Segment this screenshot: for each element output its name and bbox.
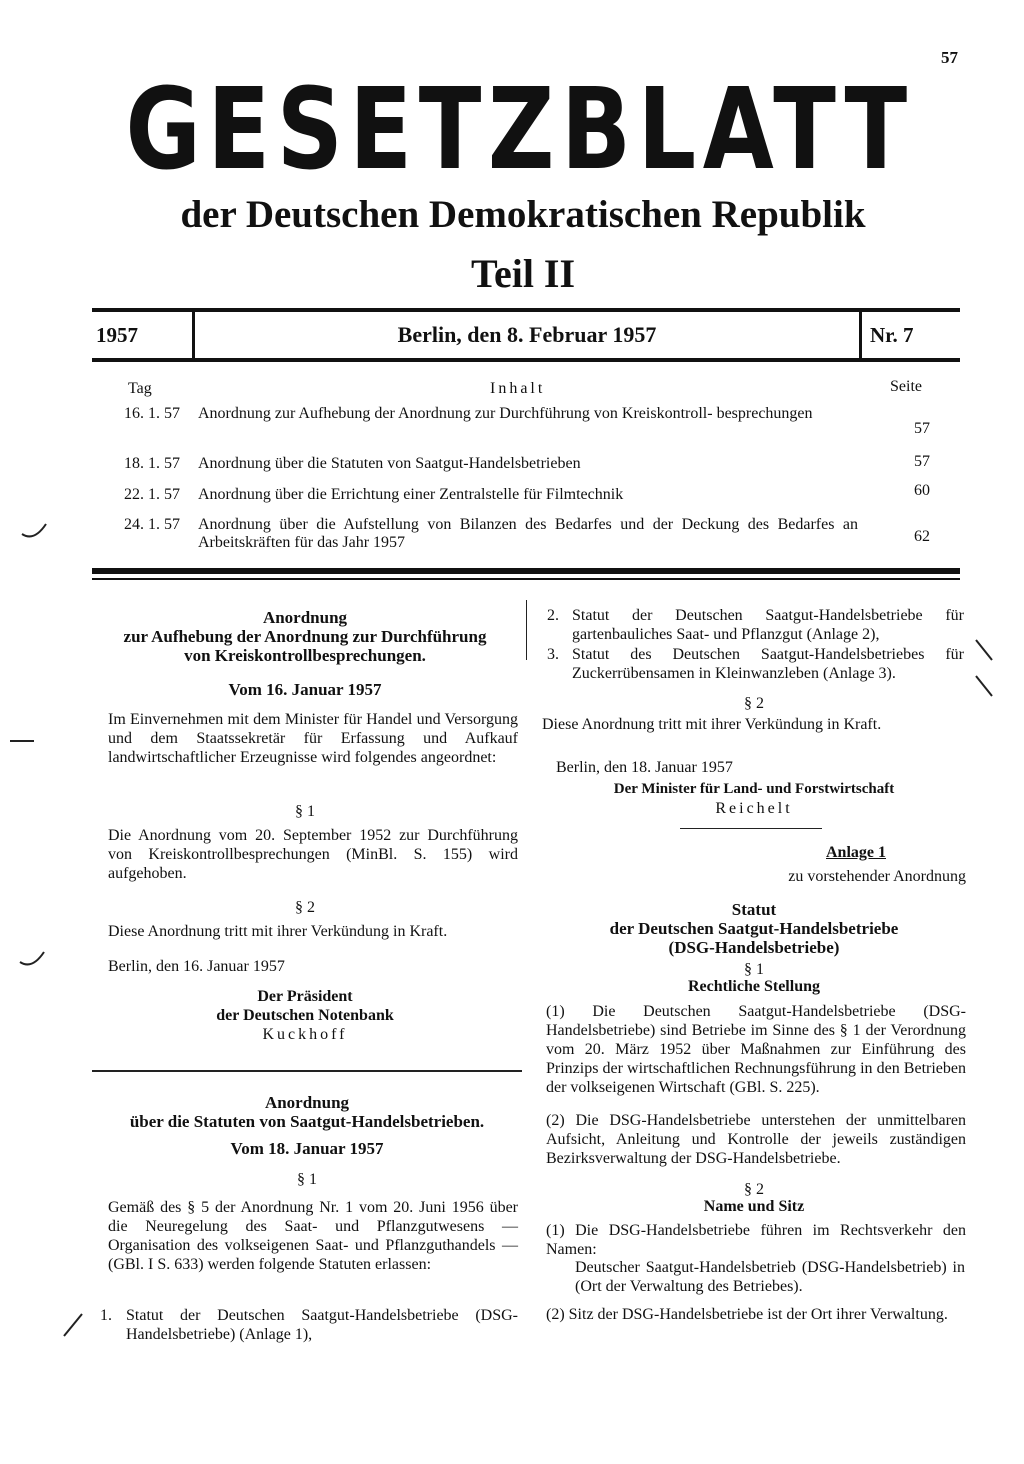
decree2-title-line2: über die Statuten von Saatgut-Handelsbetrieben. bbox=[129, 1112, 485, 1131]
decree2-place-date: Berlin, den 18. Januar 1957 bbox=[556, 759, 733, 776]
toc-entry-page: 57 bbox=[914, 420, 930, 437]
signature-rule bbox=[680, 828, 822, 829]
decree2-section2-text: Diese Anordnung tritt mit ihrer Verkündung in Kraft. bbox=[542, 716, 882, 733]
statute-section2-para1: (1) Die DSG-Handelsbetriebe führen im Rechtsverkehr den Namen: bbox=[546, 1222, 966, 1258]
issue-year: 1957 bbox=[92, 312, 195, 358]
decree2-item1: Statut der Deutschen Saatgut-Handelsbetriebe (DSG-Handelsbetriebe) (Anlage 1), bbox=[126, 1307, 518, 1343]
decree1-section2: § 2 bbox=[295, 899, 315, 916]
toc-entry bbox=[100, 482, 930, 506]
decree2-signer-title: Der Minister für Land- und Forstwirtschaft bbox=[613, 781, 895, 797]
decree1-title bbox=[92, 608, 518, 665]
statute-section1-title: Rechtliche Stellung bbox=[688, 978, 820, 995]
statute-title-line3: (DSG-Handelsbetriebe) bbox=[668, 938, 840, 957]
decree1-section1: § 1 bbox=[295, 803, 315, 820]
margin-check-mark bbox=[20, 520, 50, 544]
issue-bar bbox=[92, 308, 960, 362]
toc-divider-thin bbox=[92, 578, 960, 580]
column-divider bbox=[526, 600, 527, 660]
publication-subtitle: der Deutschen Demokratischen Republik bbox=[180, 193, 866, 236]
decree1-signer-title: Der Präsident bbox=[257, 988, 353, 1005]
toc-entry-date: 22. 1. 57 bbox=[124, 486, 180, 503]
decree1-signer-institution: der Deutschen Notenbank bbox=[216, 1007, 394, 1024]
decree2-item1-number: 1. bbox=[100, 1307, 112, 1324]
decree2-title-line1: Anordnung bbox=[264, 1093, 350, 1112]
statute-section1-para2: (2) Die DSG-Handelsbetriebe unterstehen der unmittelbaren Aufsicht, Anleitung und Kontrolle der jeweils zuständigen Bezirksverwaltung der DSG-Handelsbetriebe. bbox=[546, 1112, 966, 1167]
statute-title-line1: Statut bbox=[731, 900, 777, 919]
toc-entry-page: 62 bbox=[914, 528, 930, 545]
decree2-item2-number: 2. bbox=[547, 607, 559, 624]
decree1-signature bbox=[92, 987, 518, 1044]
decree2-section2: § 2 bbox=[744, 695, 764, 712]
page-number: 57 bbox=[941, 48, 958, 67]
toc-entry bbox=[100, 405, 930, 445]
issue-number: Nr. 7 bbox=[859, 312, 960, 358]
part-label: Teil II bbox=[470, 251, 576, 296]
toc-entry-title: Anordnung zur Aufhebung der Anordnung zur Durchführung von Kreiskontroll- besprechungen bbox=[198, 405, 813, 422]
annex-subtitle: zu vorstehender Anordnung bbox=[788, 868, 966, 885]
toc-entry-title: Anordnung über die Statuten von Saatgut-Handelsbetrieben bbox=[198, 455, 581, 472]
toc-entry-date: 16. 1. 57 bbox=[124, 405, 180, 422]
decree1-title-line2: zur Aufhebung der Anordnung zur Durchführung bbox=[123, 627, 487, 646]
toc-entry-title: Anordnung über die Errichtung einer Zentralstelle für Filmtechnik bbox=[198, 486, 624, 503]
decree2-signer-name: Reichelt bbox=[715, 800, 793, 817]
decree1-title-line1: Anordnung bbox=[262, 608, 348, 627]
toc-entry-title: Anordnung über die Aufstellung von Bilanzen des Bedarfes und der Deckung des Bedarfes an Arbeitskräften für das Jahr 1957 bbox=[198, 516, 858, 551]
masthead-title: GESETZBLATT bbox=[125, 65, 914, 195]
decree1-signer-name: Kuckhoff bbox=[262, 1026, 348, 1043]
statute-title-line2: der Deutschen Saatgut-Handelsbetriebe bbox=[609, 919, 899, 938]
decree1-title-line3: von Kreiskontrollbesprechungen. bbox=[184, 646, 426, 665]
statute-section2: § 2 bbox=[744, 1181, 764, 1198]
statute-section2-title: Name und Sitz bbox=[703, 1198, 805, 1215]
margin-check-mark bbox=[18, 948, 48, 972]
statute-title bbox=[542, 900, 966, 957]
toc-column-day: Tag bbox=[128, 380, 152, 397]
decree1-section1-text: Die Anordnung vom 20. September 1952 zur Durchführung von Kreiskontrollbesprechungen (MinBl. S. 155) wird aufgehoben. bbox=[108, 827, 518, 882]
toc-entry-page: 57 bbox=[914, 453, 930, 470]
margin-slash-mark bbox=[972, 636, 998, 700]
annex-label: Anlage 1 bbox=[826, 844, 886, 861]
toc-entry-page: 60 bbox=[914, 482, 930, 499]
margin-slash-mark bbox=[60, 1310, 86, 1340]
toc-entry bbox=[100, 516, 930, 556]
decree1-date: Vom 16. Januar 1957 bbox=[228, 680, 382, 699]
statute-section2-name: Deutscher Saatgut-Handelsbetrieb (DSG-Handelsbetrieb) in (Ort der Verwaltung des Betriebes). bbox=[575, 1259, 965, 1295]
margin-dash-mark bbox=[8, 738, 38, 744]
statute-section1: § 1 bbox=[744, 961, 764, 978]
decree2-section1-text: Gemäß des § 5 der Anordnung Nr. 1 vom 20. Juni 1956 über die Neuregelung des Saat- und Pflanzgutwesens — Organisation des volkseigenen Saat- und Pflanzguthandels — (GBl. I S. 633) werden folgende Statuten erlassen: bbox=[108, 1199, 518, 1273]
decree1-place-date: Berlin, den 16. Januar 1957 bbox=[108, 958, 285, 975]
toc-column-page: Seite bbox=[890, 378, 922, 395]
issue-date: Berlin, den 8. Februar 1957 bbox=[397, 322, 657, 347]
toc-column-content: Inhalt bbox=[490, 380, 546, 397]
statute-section1-para1: (1) Die Deutschen Saatgut-Handelsbetriebe (DSG-Handelsbetriebe) sind Betriebe im Sinne des § 1 der Verordnung vom 20. März 1952 über Maßnahmen zur Einführung des Prinzips der wirtschaftlichen Rechnungsführung in den Betrieben der volkseigenen Wirtschaft (GBl. S. 225). bbox=[546, 1003, 966, 1096]
decree2-item3-number: 3. bbox=[547, 646, 559, 663]
toc-entry bbox=[100, 455, 930, 475]
decree2-title bbox=[92, 1093, 522, 1131]
toc-entry-date: 24. 1. 57 bbox=[124, 516, 180, 533]
decree2-date: Vom 18. Januar 1957 bbox=[230, 1139, 384, 1158]
decree1-section2-text: Diese Anordnung tritt mit ihrer Verkündung in Kraft. bbox=[108, 923, 448, 940]
decree2-item2: Statut der Deutschen Saatgut-Handelsbetriebe für gartenbauliches Saat- und Pflanzgut (Anlage 2), bbox=[572, 607, 964, 643]
statute-section2-para2: (2) Sitz der DSG-Handelsbetriebe ist der Ort ihrer Verwaltung. bbox=[546, 1306, 948, 1323]
toc-divider bbox=[92, 568, 960, 574]
decree-separator bbox=[92, 1070, 522, 1072]
decree2-section1: § 1 bbox=[297, 1171, 317, 1188]
decree2-item3: Statut des Deutschen Saatgut-Handelsbetriebes für Zuckerrübensamen in Kleinwanzleben (Anlage 3). bbox=[572, 646, 964, 682]
toc-entry-date: 18. 1. 57 bbox=[124, 455, 180, 472]
decree1-intro: Im Einvernehmen mit dem Minister für Handel und Versorgung und dem Staatssekretär für Erfassung und Aufkauf landwirtschaftlicher Erzeugnisse wird folgendes angeordnet: bbox=[108, 711, 518, 766]
